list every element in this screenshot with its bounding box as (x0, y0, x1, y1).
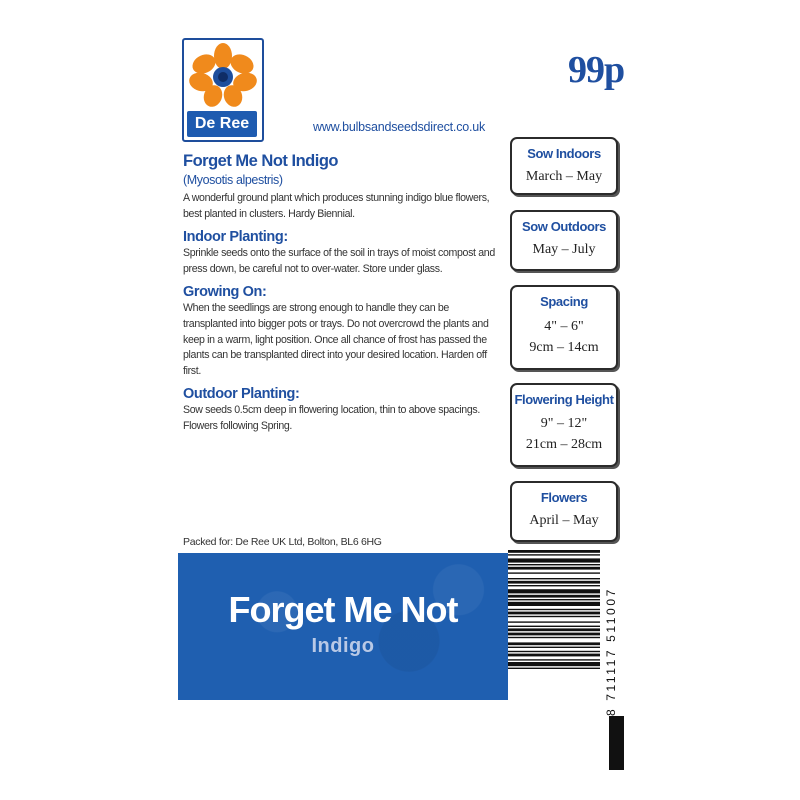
product-banner (178, 553, 508, 700)
info-box-flowering-height (510, 383, 618, 467)
section-heading-indoor: Indoor Planting: (183, 229, 288, 246)
barcode-bar (508, 628, 600, 631)
barcode-bar (508, 642, 600, 645)
section-text-growing: When the seedlings are strong enough to handle they can be transplanted into bigger pots or trays. Do not overcrowd the plants and keep in a warm, light position. Once all chance of frost has passed the plants can be transplanted direct into your desired location. Harden off first. (183, 302, 489, 377)
barcode-bar (508, 626, 600, 627)
barcode-bar (508, 647, 600, 648)
barcode-bar (508, 599, 600, 600)
info-value: March – May (525, 169, 603, 184)
info-label: Spacing (540, 294, 588, 309)
section-heading-growing: Growing On: (183, 284, 267, 301)
packed-for: Packed for: De Ree UK Ltd, Bolton, BL6 6HG (183, 536, 382, 548)
brand-name: De Ree (187, 111, 257, 137)
barcode-bar (508, 602, 600, 606)
info-label: Flowers (540, 490, 588, 505)
info-value: April – May (529, 513, 599, 528)
barcode-bar (508, 550, 600, 553)
website-link[interactable]: www.bulbsandseedsdirect.co.uk (313, 120, 486, 134)
barcode-bar (508, 637, 600, 638)
barcode-bar (508, 654, 600, 657)
section-heading-outdoor: Outdoor Planting: (183, 386, 300, 403)
info-value-imperial: 4" – 6" (544, 319, 584, 334)
barcode-bar (508, 612, 600, 615)
flower-icon (187, 42, 259, 108)
barcode-bar (508, 659, 600, 660)
info-value-metric: 21cm – 28cm (525, 437, 603, 452)
product-name: Forget Me Not Indigo (183, 152, 338, 170)
barcode-bar (508, 578, 600, 579)
barcode-bar (508, 572, 600, 573)
barcode-bar (508, 581, 600, 584)
banner-title: Forget Me Not (228, 589, 458, 630)
barcode-bar (508, 668, 600, 669)
barcode-bar (508, 651, 600, 652)
barcode-bar (508, 554, 600, 555)
barcode-number: 8 711117 511007 (604, 587, 618, 716)
info-label: Flowering Height (514, 392, 614, 407)
barcode-bar (508, 567, 600, 570)
info-label: Sow Outdoors (521, 219, 607, 234)
barcode-bar (508, 633, 600, 636)
barcode-bar (508, 589, 600, 593)
info-box-spacing (510, 285, 618, 370)
barcode-bar (508, 585, 600, 586)
barcode-bar (508, 558, 600, 562)
barcode-marker (609, 716, 624, 770)
barcode-bar (508, 621, 600, 622)
barcode-bar (508, 595, 600, 598)
barcode (508, 550, 608, 712)
main-text (183, 152, 498, 435)
info-box-flowers (510, 481, 618, 542)
section-text-outdoor: Sow seeds 0.5cm deep in flowering location, thin to above spacings. Flowers following Spring. (183, 404, 480, 432)
barcode-bar (508, 616, 600, 617)
price: 99p (568, 49, 625, 91)
info-label: Sow Indoors (527, 146, 601, 161)
info-box-sow-outdoors (510, 210, 618, 271)
banner-subtitle: Indigo (311, 635, 375, 657)
info-value-imperial: 9" – 12" (540, 416, 588, 431)
de-ree-logo (182, 38, 264, 142)
barcode-bar (508, 564, 600, 565)
latin-name: (Myosotis alpestris) (183, 173, 283, 187)
info-box-sow-indoors (510, 137, 618, 195)
info-value-metric: 9cm – 14cm (529, 340, 599, 355)
section-text-indoor: Sprinkle seeds onto the surface of the soil in trays of moist compost and press down, be careful not to over-water. Store under glass. (183, 247, 495, 275)
product-description: A wonderful ground plant which produces stunning indigo blue flowers, best planted in clusters. Hardy Biennial. (183, 192, 490, 220)
barcode-bar (508, 609, 600, 610)
info-value: May – July (532, 242, 596, 257)
barcode-bar (508, 662, 600, 666)
